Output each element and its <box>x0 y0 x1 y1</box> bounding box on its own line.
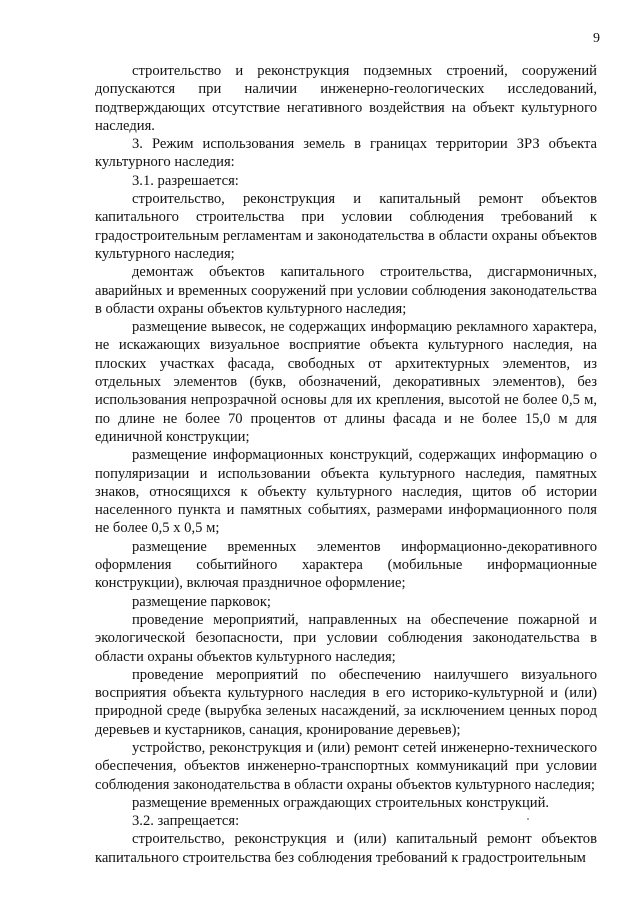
list-item-construction: строительство, реконструкция и капитальный ремонт объектов капитального строительства при условии соблюдения требований к градостроительным регламентам и законодательства в области охраны объектов культурного наследия; <box>95 191 597 262</box>
list-item-temporary-decorations: размещение временных элементов информационно-декоративного оформления событийного характера (мобильные информационные конструкции), включая праздничное оформление; <box>95 538 597 592</box>
list-item-utility-networks: устройство, реконструкция и (или) ремонт сетей инженерно-технического обеспечения, объектов инженерно-транспортных коммуникаций при условии соблюдения законодательства в области охраны объектов культурного наследия; <box>95 739 597 793</box>
list-item-signboards: размещение вывесок, не содержащих информацию рекламного характера, не искажающих визуальное восприятие объекта культурного наследия, на плоских участках фасада, свободных от архитектурных элементов, из отдельных элементов (букв, обозначений, декоративных элементов), без использования непрозрачной основы для их крепления, высотой не более 0,5 м, по длине не более 70 процентов от длины фасада и не более 15,0 м для единичной конструкции; <box>95 319 597 445</box>
list-item-temporary-fences: размещение временных ограждающих строительных конструкций. <box>132 794 550 811</box>
subsection-3-2-heading: 3.2. запрещается: <box>132 813 240 830</box>
paragraph-underground-construction: строительство и реконструкция подземных строений, сооружений допускаются при наличии инженерно-геологических исследований, подтверждающих отсутствие негативного воздействия на объект культурного наследия. <box>95 63 597 134</box>
page-number: 9 <box>593 31 600 46</box>
list-item-demolition: демонтаж объектов капитального строительства, дисгармоничных, аварийных и временных сооружений при условии соблюдения законодательства в области охраны объектов культурного наследия; <box>95 264 597 317</box>
subsection-3-1-heading: 3.1. разрешается: <box>132 172 239 189</box>
list-item-parking: размещение парковок; <box>132 593 271 610</box>
list-item-safety-measures: проведение мероприятий, направленных на обеспечение пожарной и экологической безопасности, при условии соблюдения законодательства в области охраны объектов культурного наследия; <box>95 611 597 665</box>
scan-speck <box>527 818 529 820</box>
document-body <box>95 62 597 867</box>
section-3-heading: 3. Режим использования земель в границах территории ЗРЗ объекта культурного наследия: <box>95 136 597 171</box>
list-item-visual-perception: проведение мероприятий по обеспечению наилучшего визуального восприятия объекта культурного наследия в его историко-культурной и (или) природной среде (вырубка зеленых насаждений, за исключением ценных пород деревьев и кустарников, санация, кронирование деревьев); <box>95 666 597 738</box>
list-item-information-structures: размещение информационных конструкций, содержащих информацию о популяризации и использовании объекта культурного наследия, памятных знаков, относящихся к объекту культурного наследия, щитов об истории населенного пункта и памятных событиях, размерами информационного поля не более 0,5 х 0,5 м; <box>95 447 597 537</box>
list-item-prohibited-construction: строительство, реконструкция и (или) капитальный ремонт объектов капитального строительства без соблюдения требований к градостроительным <box>95 831 597 866</box>
